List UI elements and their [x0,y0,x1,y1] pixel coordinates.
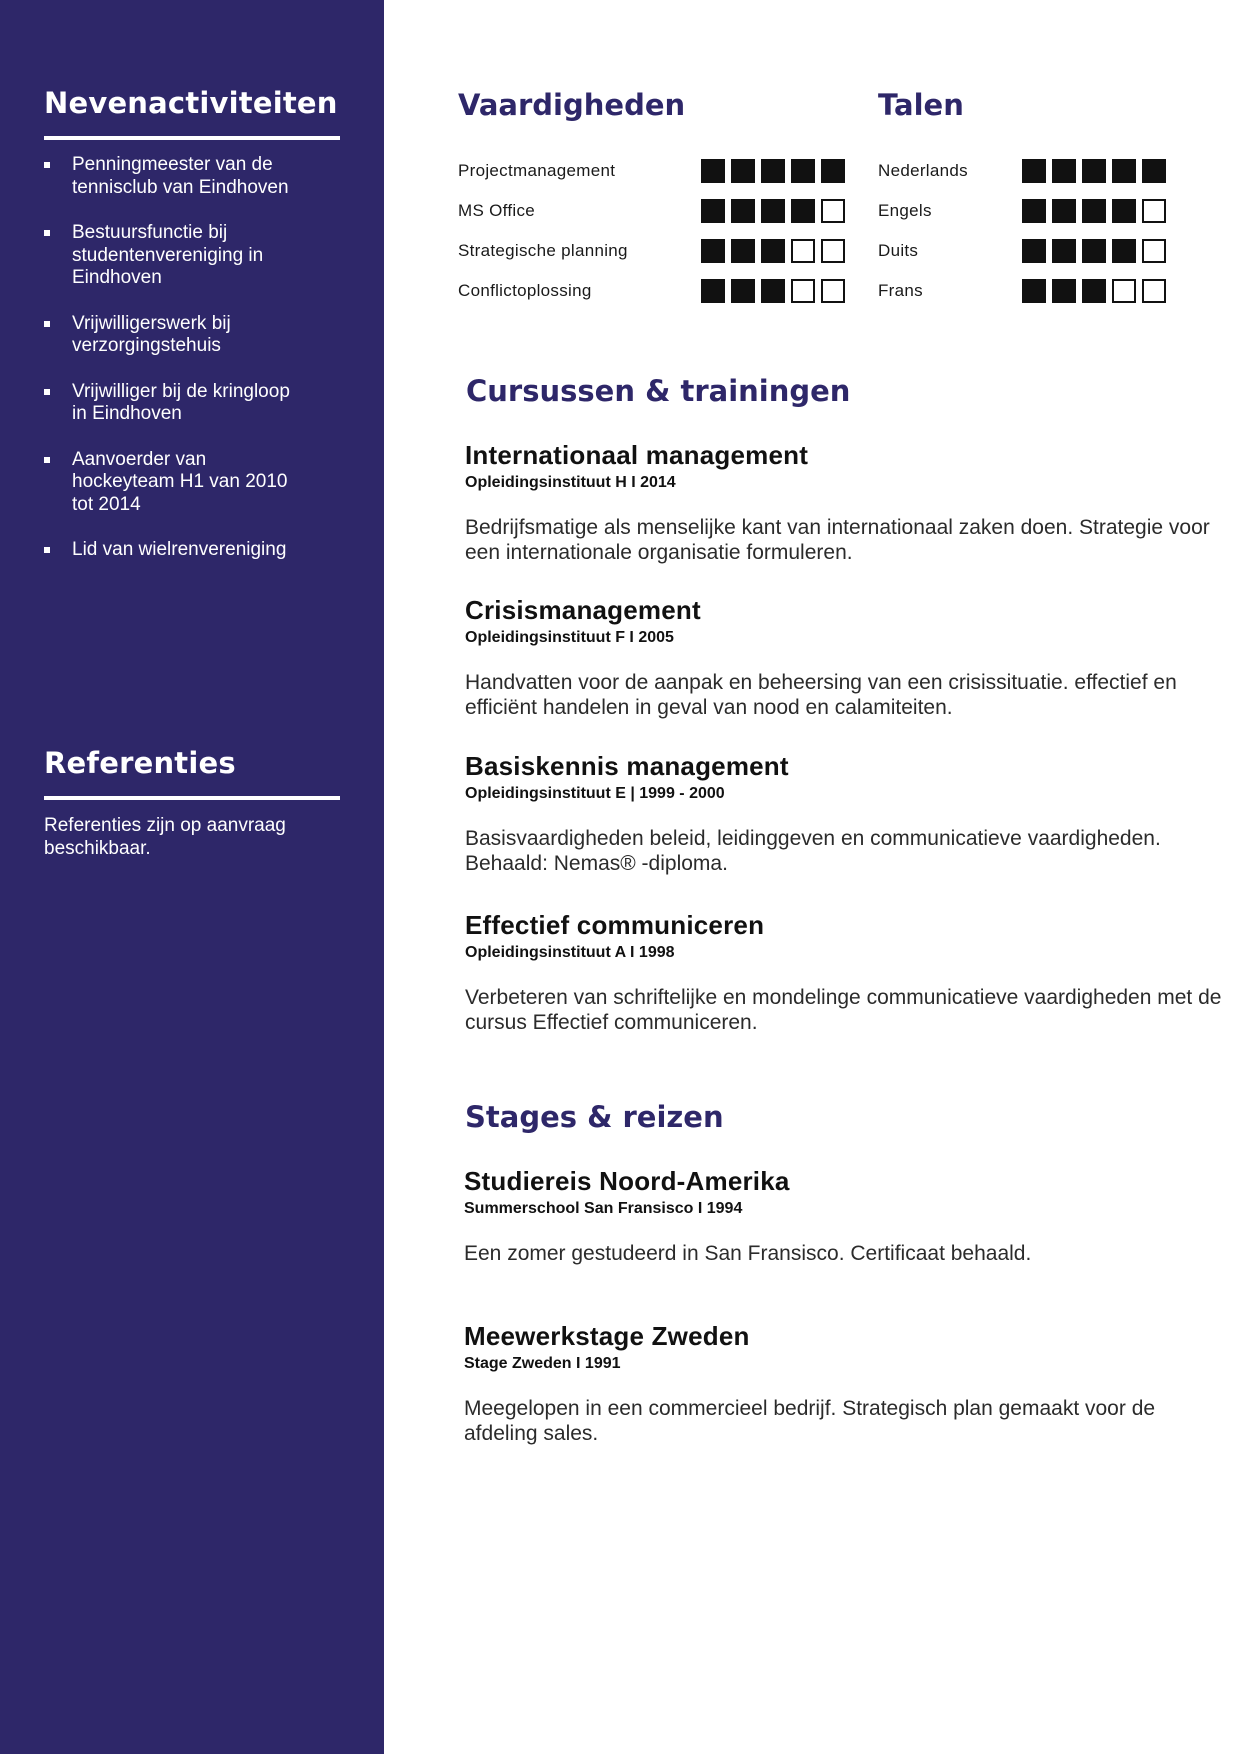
rating-filled-box [1052,199,1076,223]
rating-filled-box [791,159,815,183]
rating-filled-box [761,199,785,223]
internship-subtitle: Stage Zweden I 1991 [464,1355,621,1372]
rating-filled-box [731,279,755,303]
rating-filled-box [761,279,785,303]
rating-filled-box [1082,239,1106,263]
rating-empty-box [821,279,845,303]
internship-description: Meegelopen in een commercieel bedrijf. Strategisch plan gemaakt voor de afdeling sales. [464,1397,1156,1445]
rating-filled-box [1082,159,1106,183]
activity-item: Vrijwilliger bij de kringloop in Eindhoven [44,381,294,426]
rating-filled-box [761,239,785,263]
rating-empty-box [1142,239,1166,263]
languages-row [878,198,932,224]
course-subtitle: Opleidingsinstituut E | 1999 - 2000 [465,785,725,802]
course-title: Crisismanagement [465,595,701,625]
activities-list [44,154,344,585]
rating-empty-box [791,239,815,263]
internship-title: Studiereis Noord-Amerika [464,1166,790,1196]
rating-filled-box [761,159,785,183]
internship-description: Een zomer gestudeerd in San Fransisco. Certificaat behaald. [464,1242,1032,1265]
rating-filled-box [1022,239,1046,263]
rating-filled-box [731,159,755,183]
rating-filled-box [1052,279,1076,303]
rating-filled-box [731,239,755,263]
bullet-icon [44,162,50,168]
rating-filled-box [1052,239,1076,263]
bullet-icon [44,457,50,463]
internships-heading: Stages & reizen [465,1100,724,1134]
rating-filled-box [731,199,755,223]
course-entry [465,910,1225,1035]
rating-filled-box [1022,199,1046,223]
rating-filled-box [1112,239,1136,263]
bullet-icon [44,389,50,395]
course-subtitle: Opleidingsinstituut F I 2005 [465,629,674,646]
languages-row [878,238,918,264]
skills-label: MS Office [458,201,536,220]
bullet-icon [44,321,50,327]
course-title: Internationaal management [465,440,809,470]
skills-heading: Vaardigheden [458,88,686,122]
rating-filled-box [1022,159,1046,183]
skills-row [458,238,628,264]
skills-label: Strategische planning [458,241,628,260]
course-subtitle: Opleidingsinstituut A I 1998 [465,944,675,961]
rating-filled-box [1052,159,1076,183]
rating-filled-box [791,199,815,223]
languages-rating [1022,159,1166,183]
activity-item: Bestuursfunctie bij studentenvereniging in Eindhoven [44,222,294,290]
languages-label: Frans [878,281,923,300]
course-description: Verbeteren van schriftelijke en mondelinge communicatieve vaardigheden met de cursus Effectief communiceren. [465,986,1222,1034]
bullet-icon [44,230,50,236]
rating-filled-box [701,159,725,183]
rating-empty-box [821,239,845,263]
activity-item: Lid van wielrenvereniging [44,539,294,562]
skills-row [458,158,615,184]
course-subtitle: Opleidingsinstituut H I 2014 [465,474,676,491]
activity-item: Vrijwilligerswerk bij verzorgingstehuis [44,313,294,358]
activity-item: Aanvoerder van hockeyteam H1 van 2010 tot 2014 [44,449,294,517]
references-divider [44,796,340,800]
languages-row [878,278,923,304]
skills-rating [701,279,845,303]
references-heading: Referenties [44,746,236,780]
skills-rating [701,239,845,263]
internship-subtitle: Summerschool San Fransisco I 1994 [464,1200,743,1217]
languages-label: Engels [878,201,932,220]
course-entry [465,595,1225,720]
course-description: Bedrijfsmatige als menselijke kant van internationaal zaken doen. Strategie voor een internationale organisatie formuleren. [465,516,1210,564]
course-description: Handvatten voor de aanpak en beheersing van een crisissituatie. effectief en efficiënt handelen in geval van nood en calamiteiten. [465,671,1177,719]
course-title: Effectief communiceren [465,910,765,940]
rating-filled-box [1082,279,1106,303]
languages-row [878,158,968,184]
skills-label: Conflictoplossing [458,281,592,300]
course-description: Basisvaardigheden beleid, leidinggeven en communicatieve vaardigheden. Behaald: Nemas® -diploma. [465,827,1161,875]
languages-label: Nederlands [878,161,968,180]
skills-rating [701,199,845,223]
languages-rating [1022,199,1166,223]
activities-divider [44,136,340,140]
languages-heading: Talen [878,88,964,122]
rating-filled-box [1022,279,1046,303]
internship-entry [464,1166,1224,1266]
skills-row [458,198,535,224]
rating-filled-box [1112,159,1136,183]
rating-empty-box [821,199,845,223]
rating-filled-box [1142,159,1166,183]
rating-filled-box [1082,199,1106,223]
course-entry [465,751,1225,876]
languages-rating [1022,279,1166,303]
courses-heading: Cursussen & trainingen [466,374,851,408]
rating-empty-box [1142,199,1166,223]
skills-label: Projectmanagement [458,161,616,180]
activity-item: Penningmeester van de tennisclub van Eindhoven [44,154,294,199]
skills-rating [701,159,845,183]
activities-heading: Nevenactiviteiten [44,86,338,120]
internship-entry [464,1321,1224,1446]
rating-filled-box [821,159,845,183]
references-text: Referenties zijn op aanvraag beschikbaar. [44,815,286,859]
course-entry [465,440,1225,565]
bullet-icon [44,547,50,553]
skills-row [458,278,592,304]
languages-label: Duits [878,241,919,260]
rating-empty-box [1112,279,1136,303]
rating-empty-box [1142,279,1166,303]
course-title: Basiskennis management [465,751,789,781]
sidebar [0,0,384,1754]
rating-filled-box [701,199,725,223]
internship-title: Meewerkstage Zweden [464,1321,750,1351]
languages-rating [1022,239,1166,263]
rating-empty-box [791,279,815,303]
rating-filled-box [1112,199,1136,223]
rating-filled-box [701,279,725,303]
rating-filled-box [701,239,725,263]
